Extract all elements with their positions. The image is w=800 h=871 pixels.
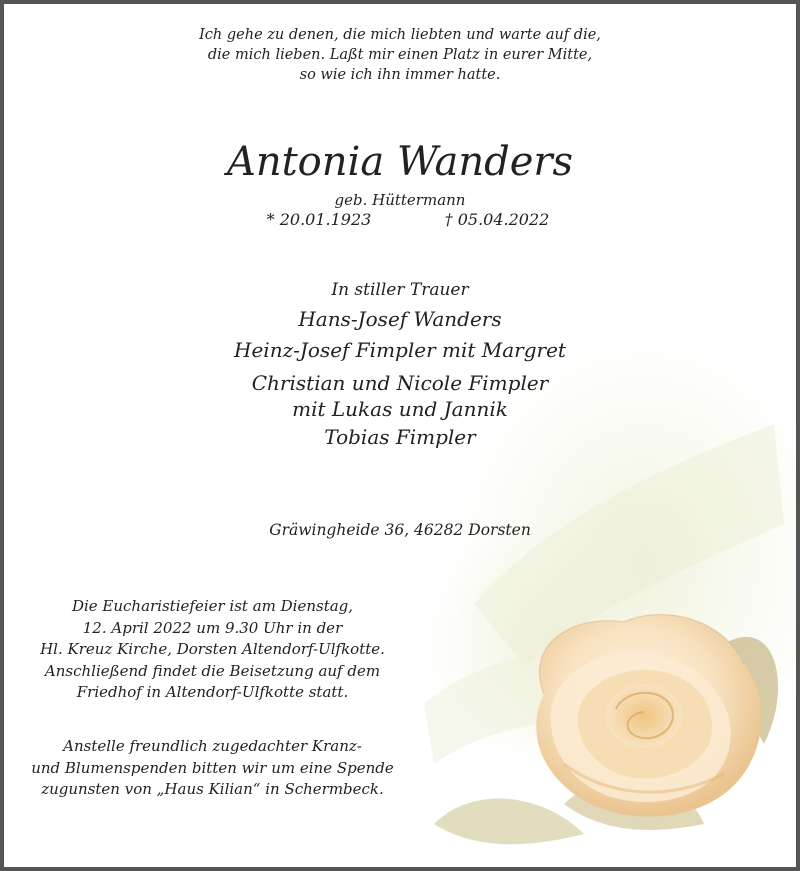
service-line: Hl. Kreuz Kirche, Dorsten Altendorf-Ulfkotte. bbox=[40, 640, 385, 659]
birth-name: geb. Hüttermann bbox=[334, 191, 466, 209]
mourner-name-line: Christian und Nicole Fimpler bbox=[251, 371, 549, 395]
service-line: Die Eucharistiefeier ist am Dienstag, bbox=[71, 597, 354, 615]
mourner-name: Heinz-Josef Fimpler mit Margret bbox=[234, 338, 566, 362]
donation-line: zugunsten von „Haus Kilian“ in Schermbeck. bbox=[41, 780, 384, 799]
donation-request bbox=[30, 736, 395, 801]
mourning-intro: In stiller Trauer bbox=[331, 280, 469, 300]
service-line: Friedhof in Altendorf-Ulfkotte statt. bbox=[76, 683, 349, 702]
service-line: Anschließend findet die Beisetzung auf dem bbox=[44, 661, 381, 680]
death-date: † 05.04.2022 bbox=[444, 210, 550, 229]
donation-line: und Blumenspenden bitten wir um eine Spende bbox=[31, 758, 394, 777]
service-line: 12. April 2022 um 9.30 Uhr in der bbox=[82, 618, 343, 637]
quote-line: so wie ich ihn immer hatte. bbox=[299, 67, 501, 83]
mourner-name-line: mit Lukas und Jannik bbox=[292, 397, 508, 421]
birth-date: * 20.01.1923 bbox=[266, 210, 372, 229]
family-address: Gräwingheide 36, 46282 Dorsten bbox=[269, 521, 531, 539]
quote-line: die mich lieben. Laßt mir einen Platz in eurer Mitte, bbox=[207, 47, 593, 63]
mourner-name: Tobias Fimpler bbox=[324, 425, 476, 449]
memorial-quote bbox=[4, 25, 796, 85]
mourner-name: Hans-Josef Wanders bbox=[298, 307, 502, 331]
service-info bbox=[30, 596, 395, 704]
mourner-name bbox=[4, 370, 796, 422]
donation-line: Anstelle freundlich zugedachter Kranz- bbox=[63, 737, 362, 755]
leaf bbox=[434, 799, 584, 845]
quote-line: Ich gehe zu denen, die mich liebten und warte auf die, bbox=[199, 27, 601, 43]
deceased-name: Antonia Wanders bbox=[226, 139, 574, 185]
